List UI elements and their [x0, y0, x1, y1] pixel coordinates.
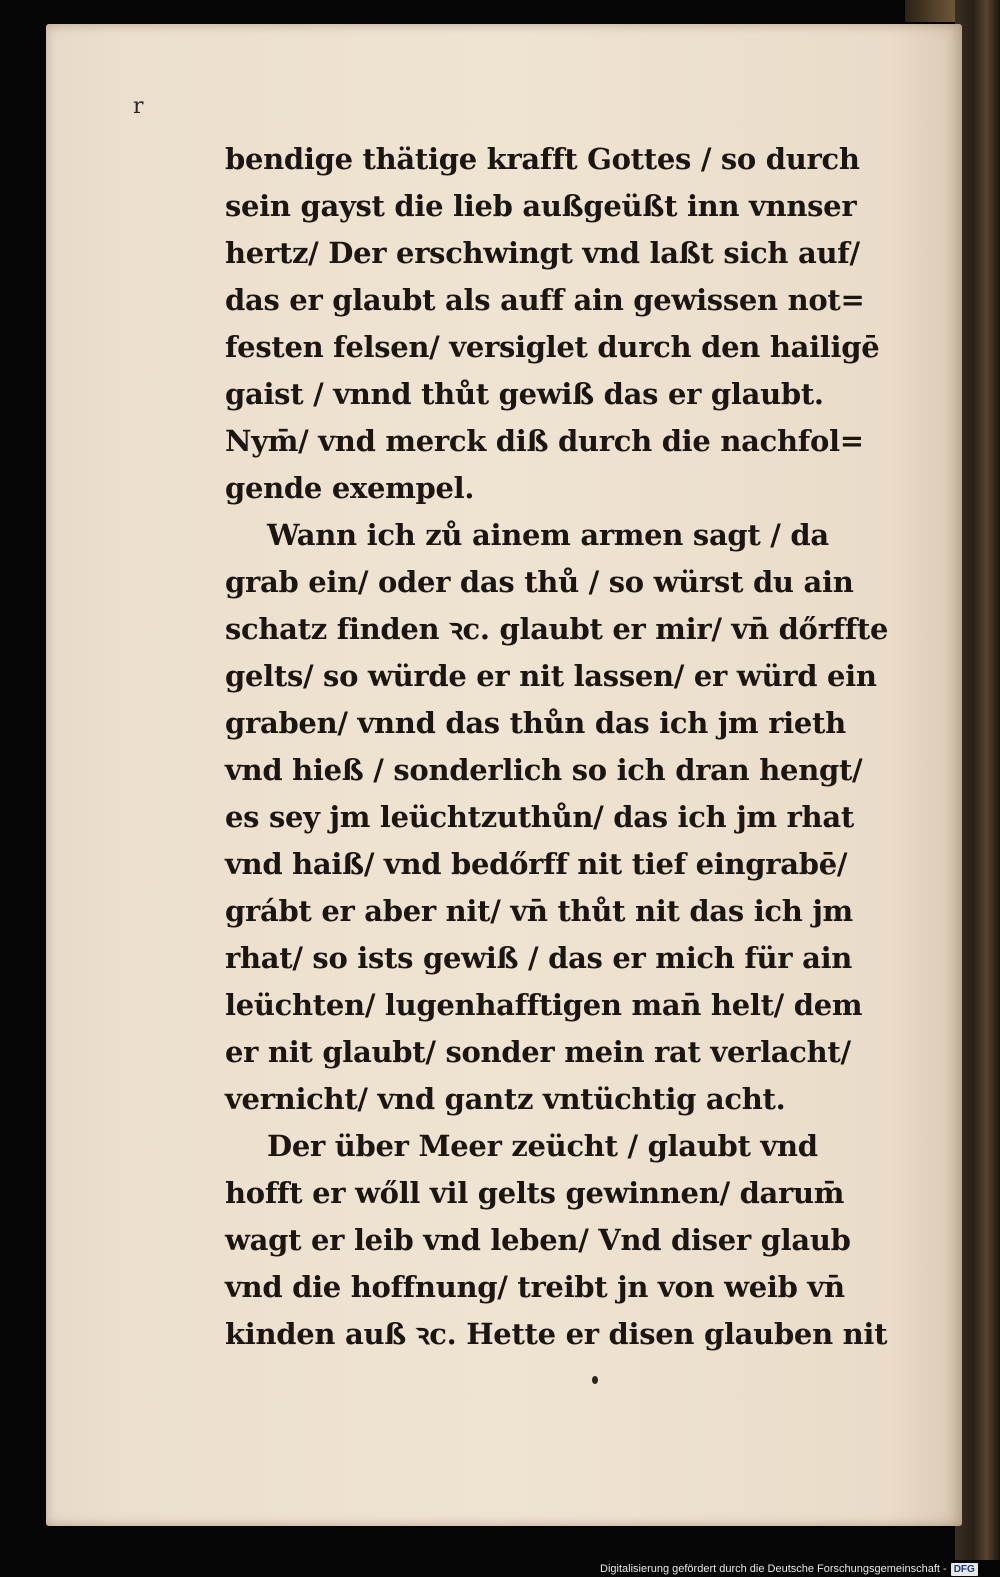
- margin-mark: r: [133, 94, 144, 119]
- text-line: vernicht/ vnd gantz vntüchtig acht.: [225, 1082, 786, 1116]
- digitization-credit: [600, 1561, 978, 1577]
- text-line: gelts/ so würde er nit lassen/ er würd ein: [225, 659, 877, 693]
- text-line: das er glaubt als auff ain gewissen not=: [225, 283, 865, 317]
- text-line: hofft er wőll vil gelts gewinnen/ darum̄: [225, 1176, 845, 1210]
- text-line: leüchten/ lugenhafftigen man̄ helt/ dem: [225, 988, 863, 1022]
- text-line: vnd haiß/ vnd bedőrff nit tief eingrabē/: [225, 847, 848, 881]
- text-line: hertz/ Der erschwingt vnd laßt sich auf/: [225, 236, 860, 270]
- text-line: Nym̄/ vnd merck diß durch die nachfol=: [225, 424, 864, 458]
- text-line: festen felsen/ versiglet durch den hailigē: [225, 330, 880, 364]
- text-line: grábt er aber nit/ vn̄ thůt nit das ich jm: [225, 894, 853, 928]
- text-line: bendige thätige krafft Gottes / so durch: [225, 142, 860, 176]
- text-line: sein gayst die lieb außgeüßt inn vnnser: [225, 189, 857, 223]
- ink-dot: [592, 1376, 598, 1384]
- text-line: gende exempel.: [225, 471, 475, 505]
- text-line: wagt er leib vnd leben/ Vnd diser glaub: [225, 1223, 851, 1257]
- text-line: schatz finden ꝛc. glaubt er mir/ vn̄ dőrffte: [225, 612, 889, 646]
- text-line: vnd hieß / sonderlich so ich dran hengt/: [225, 753, 863, 787]
- text-line: gaist / vnnd thůt gewiß das er glaubt.: [225, 377, 824, 411]
- credit-text: Digitalisierung gefördert durch die Deutsche Forschungsgemeinschaft -: [600, 1563, 947, 1575]
- text-line: vnd die hoffnung/ treibt jn von weib vn̄: [225, 1270, 845, 1304]
- page-text-block: [225, 136, 915, 1358]
- text-line: er nit glaubt/ sonder mein rat verlacht/: [225, 1035, 851, 1069]
- text-line: grab ein/ oder das thů / so würst du ain: [225, 565, 854, 599]
- text-line: es sey jm leüchtzuthůn/ das ich jm rhat: [225, 800, 854, 834]
- text-line: rhat/ so ists gewiß / das er mich für ain: [225, 941, 853, 975]
- text-line: kinden auß ꝛc. Hette er disen glauben nit: [225, 1317, 888, 1351]
- text-line: graben/ vnnd das thůn das ich jm rieth: [225, 706, 846, 740]
- dfg-logo-icon: DFG: [951, 1563, 978, 1576]
- text-line: Der über Meer zeücht / glaubt vnd: [267, 1129, 818, 1163]
- text-line: Wann ich zů ainem armen sagt / da: [267, 518, 829, 552]
